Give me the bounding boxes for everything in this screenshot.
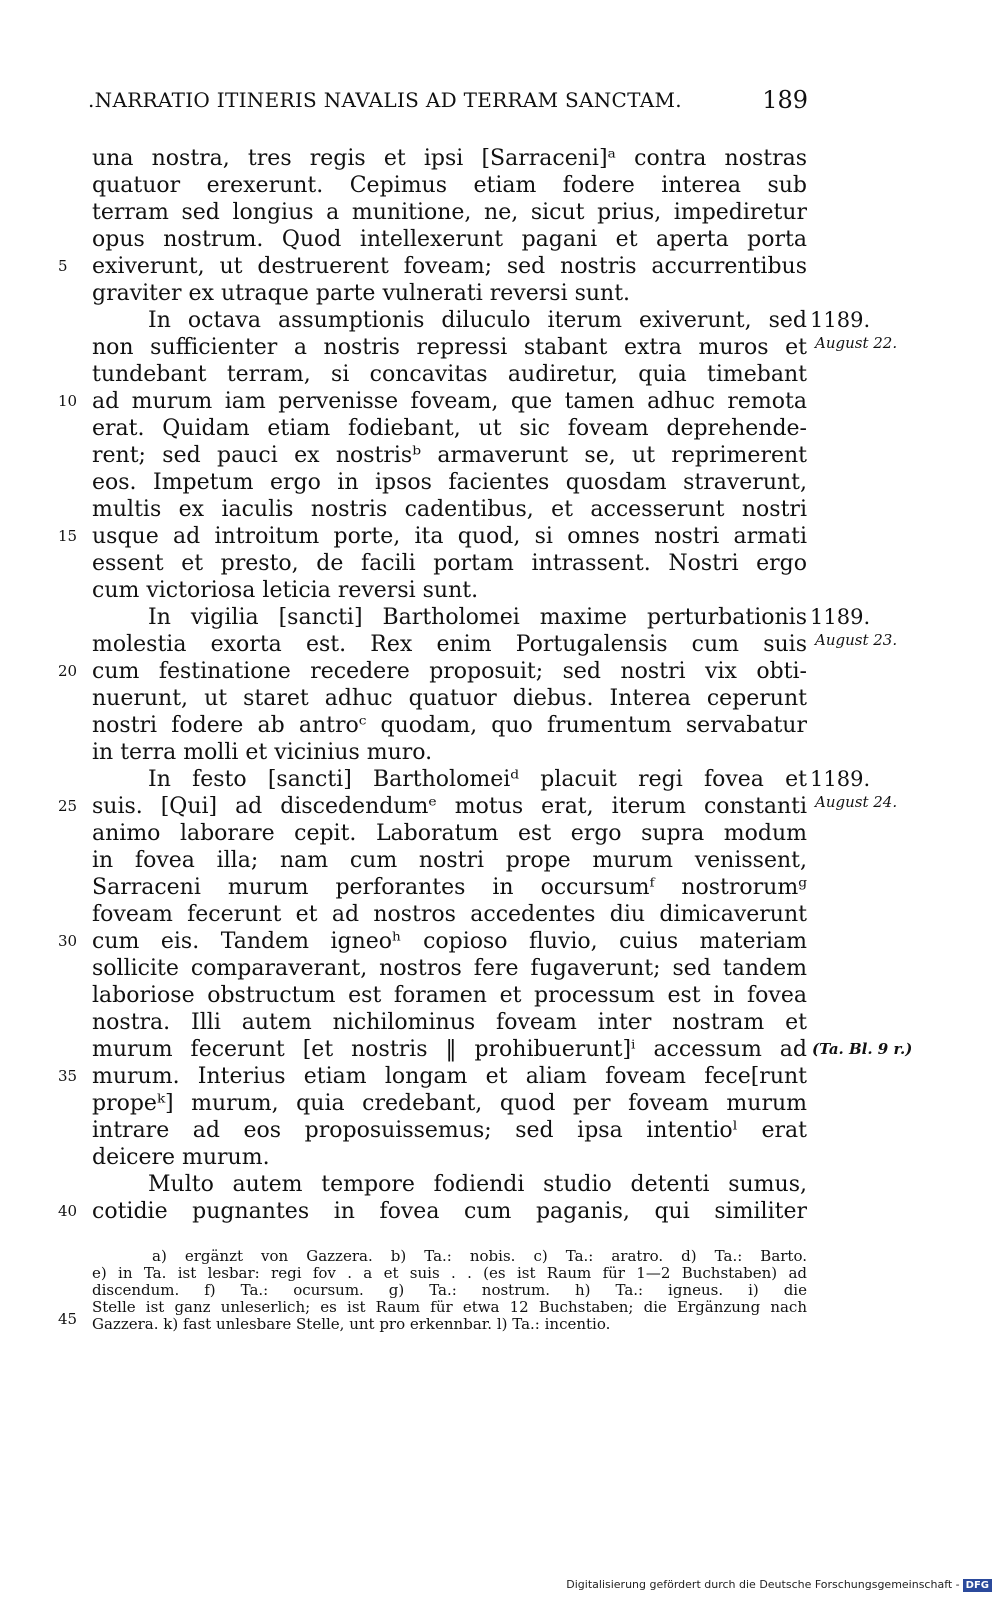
line-number: 5 <box>58 257 68 275</box>
body-line: In vigilia [sancti] Bartholomei maxime perturbationis <box>148 605 807 630</box>
body-line: suis. [Qui] ad discedendumᵉ motus erat, iterum constanti <box>92 794 807 819</box>
body-line: una nostra, tres regis et ipsi [Sarraceni]ᵃ contra nostras <box>92 146 807 171</box>
line-number: 25 <box>58 797 78 815</box>
body-line: erat. Quidam etiam fodiebant, ut sic foveam deprehende- <box>92 416 807 441</box>
line-number: 15 <box>58 527 78 545</box>
body-line: sollicite comparaverant, nostros fere fugaverunt; sed tandem <box>92 956 807 981</box>
body-line: molestia exorta est. Rex enim Portugalensis cum suis <box>92 632 807 657</box>
line-number: 10 <box>58 392 78 410</box>
footnote-line: Stelle ist ganz unleserlich; es ist Raum für etwa 12 Buchstaben; die Ergänzung nach <box>92 1299 807 1315</box>
footnote-line-number: 45 <box>58 1310 78 1328</box>
body-line: essent et presto, de facili portam intrassent. Nostri ergo <box>92 551 807 576</box>
body-line: laboriose obstructum est foramen et processum est in fovea <box>92 983 807 1008</box>
body-line: animo laborare cepit. Laboratum est ergo supra modum <box>92 821 807 846</box>
body-line: nostri fodere ab antroᶜ quodam, quo frumentum servabatur <box>92 713 807 738</box>
body-line: intrare ad eos proposuissemus; sed ipsa intentioˡ erat <box>92 1118 807 1143</box>
footnote-line: a) ergänzt von Gazzera. b) Ta.: nobis. c) Ta.: aratro. d) Ta.: Barto. <box>152 1248 807 1264</box>
body-line: quatuor erexerunt. Cepimus etiam fodere interea sub <box>92 173 807 198</box>
digitization-credit <box>566 1578 992 1592</box>
body-line: usque ad introitum porte, ita quod, si omnes nostri armati <box>92 524 807 549</box>
page-header <box>88 88 808 122</box>
margin-date: August 24. <box>815 793 898 811</box>
margin-date: August 22. <box>815 334 898 352</box>
body-line: propeᵏ] murum, quia credebant, quod per foveam murum <box>92 1091 807 1116</box>
margin-year: 1189. <box>810 767 871 791</box>
footnote-line: e) in Ta. ist lesbar: regi fov . a et suis . . (es ist Raum für 1—2 Buchstaben) ad <box>92 1265 807 1281</box>
body-line: In octava assumptionis diluculo iterum exiverunt, sed <box>148 308 807 333</box>
body-line: In festo [sancti] Bartholomeiᵈ placuit regi fovea et <box>148 767 807 792</box>
body-line: cum victoriosa leticia reversi sunt. <box>92 578 479 603</box>
body-line: foveam fecerunt et ad nostros accedentes diu dimicaverunt <box>92 902 807 927</box>
body-line: cum eis. Tandem igneoʰ copioso fluvio, cuius materiam <box>92 929 807 954</box>
line-number: 20 <box>58 662 78 680</box>
body-line: nostra. Illi autem nichilominus foveam inter nostram et <box>92 1010 807 1035</box>
margin-year: 1189. <box>810 308 871 332</box>
body-line: cotidie pugnantes in fovea cum paganis, qui similiter <box>92 1199 807 1224</box>
footnote-line: Gazzera. k) fast unlesbare Stelle, unt pro erkennbar. l) Ta.: incentio. <box>92 1316 611 1332</box>
body-line: eos. Impetum ergo in ipsos facientes quosdam straverunt, <box>92 470 807 495</box>
body-line: multis ex iaculis nostris cadentibus, et accesserunt nostri <box>92 497 807 522</box>
body-line: Multo autem tempore fodiendi studio detenti sumus, <box>148 1172 807 1197</box>
body-line: non sufficienter a nostris repressi stabant extra muros et <box>92 335 807 360</box>
body-line: ad murum iam pervenisse foveam, que tamen adhuc remota <box>92 389 807 414</box>
page-number: 189 <box>762 86 808 114</box>
footnote-line: discendum. f) Ta.: ocursum. g) Ta.: nostrum. h) Ta.: igneus. i) die <box>92 1282 807 1298</box>
line-number: 35 <box>58 1067 78 1085</box>
line-number: 40 <box>58 1202 78 1220</box>
body-line: murum fecerunt [et nostris ‖ prohibuerunt]ⁱ accessum ad <box>92 1037 807 1062</box>
dfg-logo: DFG <box>963 1579 992 1592</box>
body-line: cum festinatione recedere proposuit; sed nostri vix obti- <box>92 659 807 684</box>
body-line: opus nostrum. Quod intellexerunt pagani et aperta porta <box>92 227 807 252</box>
margin-year: 1189. <box>810 605 871 629</box>
body-line: deicere murum. <box>92 1145 270 1170</box>
body-line: rent; sed pauci ex nostrisᵇ armaverunt se, ut reprimerent <box>92 443 807 468</box>
body-line: nuerunt, ut staret adhuc quatuor diebus. Interea ceperunt <box>92 686 807 711</box>
body-line: in terra molli et vicinius muro. <box>92 740 433 765</box>
body-line: tundebant terram, si concavitas audiretur, quia timebant <box>92 362 807 387</box>
line-number: 30 <box>58 932 78 950</box>
body-line: in fovea illa; nam cum nostri prope murum venissent, <box>92 848 807 873</box>
body-line: graviter ex utraque parte vulnerati reversi sunt. <box>92 281 631 306</box>
body-line: murum. Interius etiam longam et aliam foveam fece[runt <box>92 1064 807 1089</box>
body-line: terram sed longius a munitione, ne, sicut prius, impediretur <box>92 200 807 225</box>
folio-reference: (Ta. Bl. 9 r.) <box>812 1040 913 1058</box>
body-line: Sarraceni murum perforantes in occursumᶠ nostrorumᵍ <box>92 875 807 900</box>
margin-date: August 23. <box>815 631 898 649</box>
running-title: .NARRATIO ITINERIS NAVALIS AD TERRAM SANCTAM. <box>88 88 682 112</box>
body-line: exiverunt, ut destruerent foveam; sed nostris accurrentibus <box>92 254 807 279</box>
credit-text: Digitalisierung gefördert durch die Deutsche Forschungsgemeinschaft - <box>566 1578 960 1591</box>
